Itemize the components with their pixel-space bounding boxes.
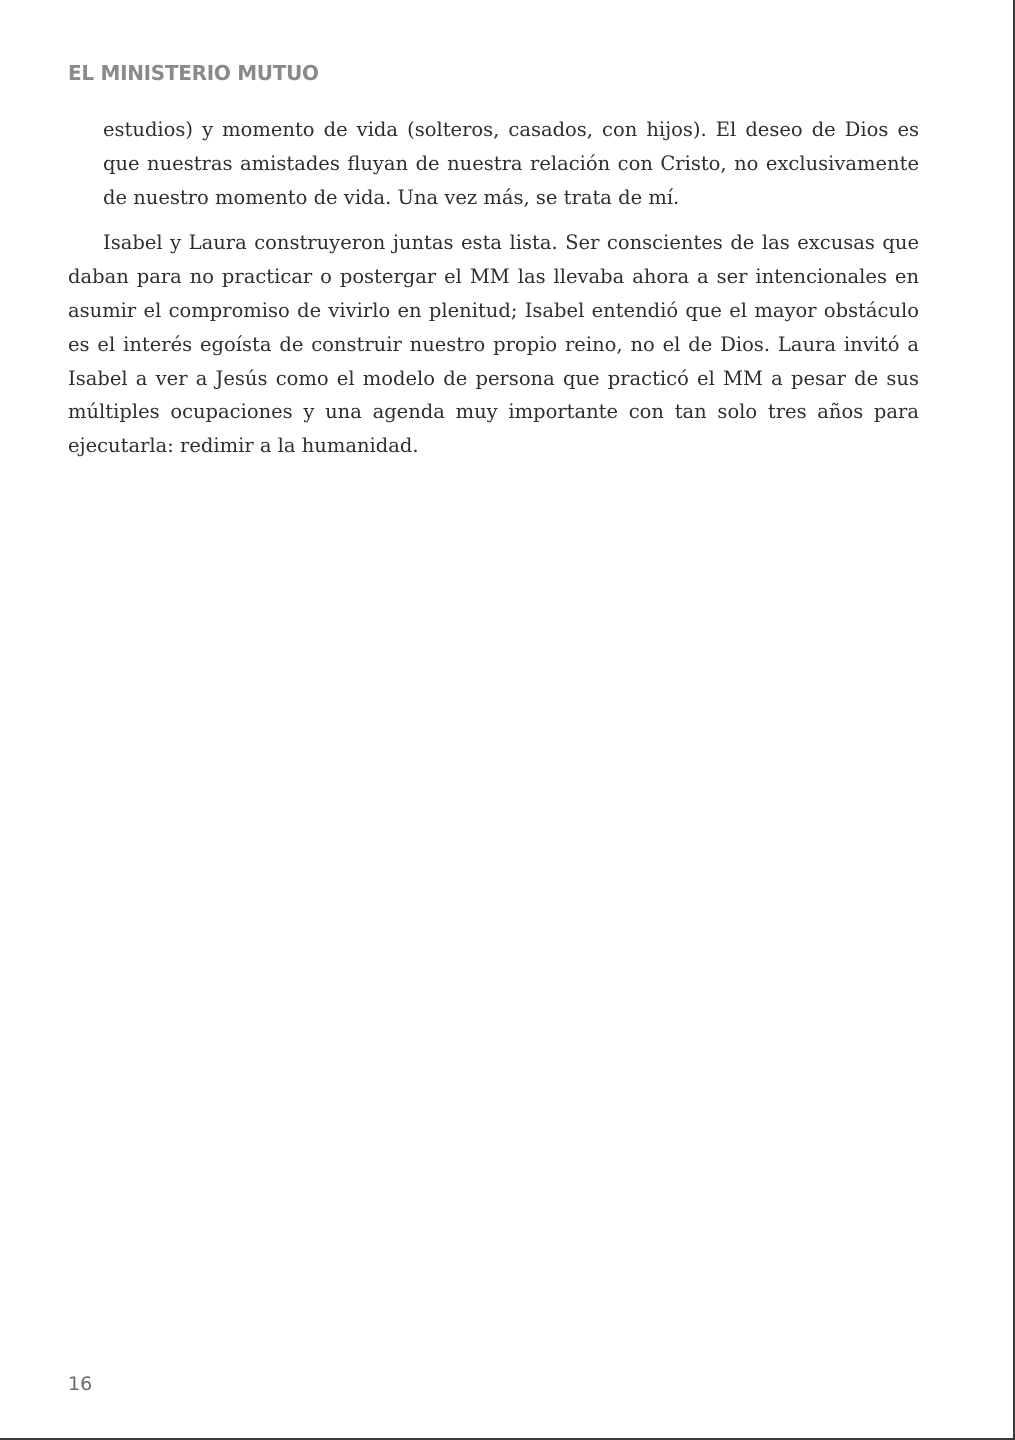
paragraph: Isabel y Laura construyeron juntas esta lista. Ser conscientes de las excusas que daban para no practicar o postergar el MM las llevaba ahora a ser intencionales en asumir el compromiso de vivirlo en plenitud; Isabel entendió que el mayor obstáculo es el interés egoísta de construir nuestro propio reino, no el de Dios. Laura invitó a Isabel a ver a Jesús como el modelo de persona que practicó el MM a pesar de sus múltiples ocupaciones y una agenda muy importante con tan solo tres años para ejecutarla: redimir a la humanidad.: [68, 231, 919, 458]
paragraph-continued: estudios) y momento de vida (solteros, casados, con hijos). El deseo de Dios es que nuestras amistades fluyan de nuestra relación con Cristo, no exclusivamente de nuestro momento de vida. Una vez más, se trata de mí.: [103, 118, 919, 209]
page-number: 16: [68, 1373, 93, 1395]
running-header: EL MINISTERIO MUTUO: [68, 61, 319, 85]
body-text: [68, 113, 919, 463]
